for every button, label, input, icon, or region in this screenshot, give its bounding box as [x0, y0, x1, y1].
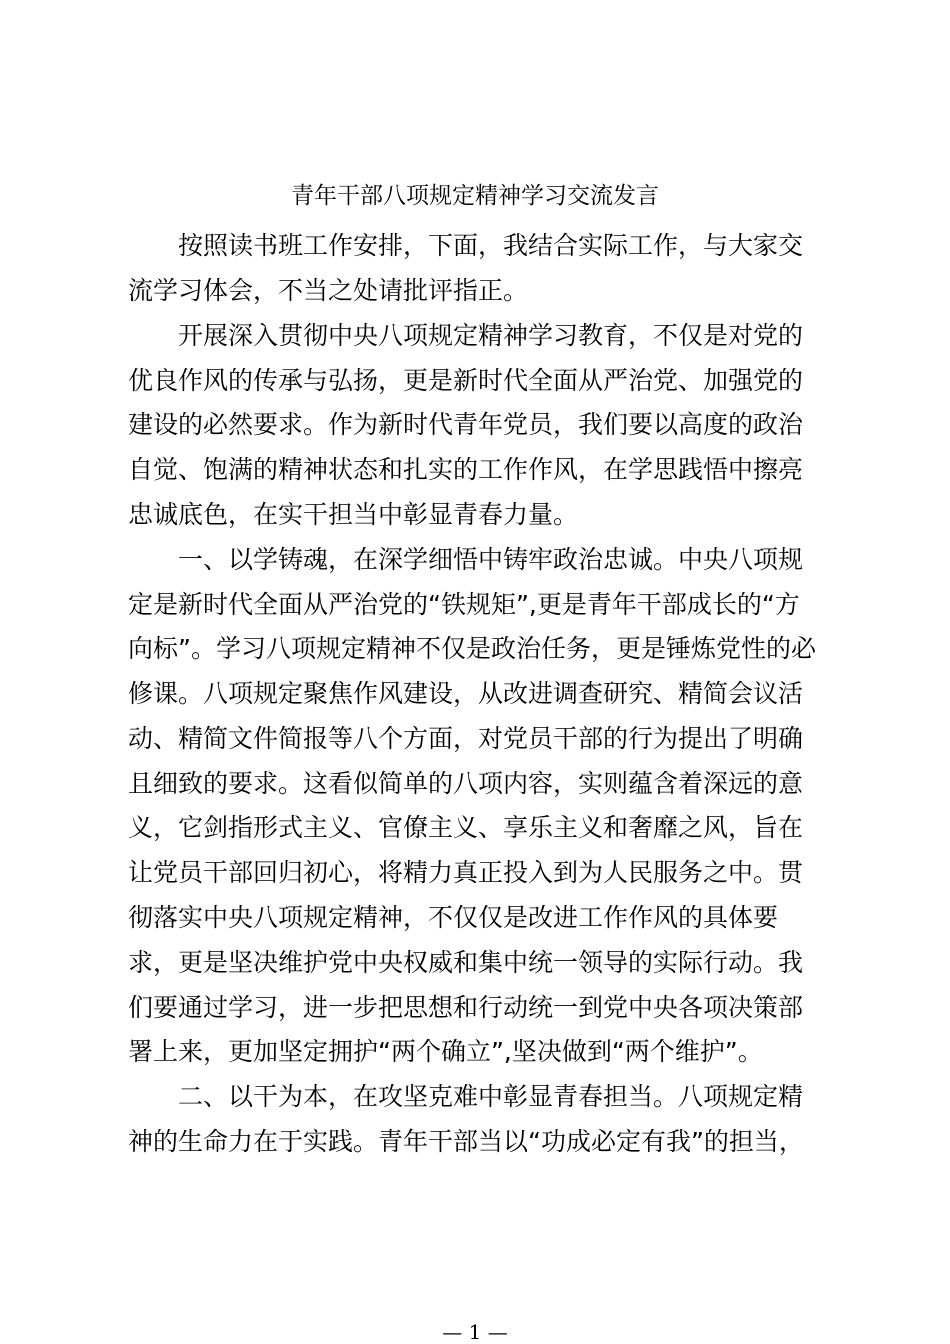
- text-line: 一、以学铸魂，在深学细悟中铸牢政治忠诚。中央八项规: [178, 545, 804, 574]
- text-line: 让党员干部回归初心，将精力真正投入到为人民服务之中。贯: [128, 858, 804, 887]
- text-line: 忠诚底色，在实干担当中彰显青春力量。: [128, 500, 579, 529]
- text-line: 向标”。学习八项规定精神不仅是政治任务，更是锤炼党性的必: [128, 634, 816, 663]
- text-line: 署上来，更加坚定拥护“两个确立”,坚决做到“两个维护”。: [128, 1037, 763, 1066]
- text-line: 们要通过学习，进一步把思想和行动统一到党中央各项决策部: [128, 993, 804, 1022]
- text-line: 自觉、饱满的精神状态和扎实的工作作风，在学思践悟中擦亮: [128, 455, 804, 484]
- text-line: 且细致的要求。这看似简单的八项内容，实则蕴含着深远的意: [128, 769, 804, 798]
- text-line: 开展深入贯彻中央八项规定精神学习教育，不仅是对党的: [178, 321, 804, 350]
- text-line: 流学习体会，不当之处请批评指正。: [128, 276, 529, 305]
- document-title: 青年干部八项规定精神学习交流发言: [291, 183, 659, 209]
- text-line: 建设的必然要求。作为新时代青年党员，我们要以高度的政治: [128, 410, 804, 439]
- text-line: 义，它剑指形式主义、官僚主义、享乐主义和奢靡之风，旨在: [128, 813, 804, 842]
- text-line: 按照读书班工作安排，下面，我结合实际工作，与大家交: [178, 231, 804, 260]
- text-line: 二、以干为本，在攻坚克难中彰显青春担当。八项规定精: [178, 1082, 804, 1111]
- text-line: 彻落实中央八项规定精神，不仅仅是改进工作作风的具体要: [128, 903, 779, 932]
- text-line: 神的生命力在于实践。青年干部当以“功成必定有我”的担当，: [128, 1127, 804, 1156]
- page-number: — 1 —: [442, 1320, 508, 1344]
- text-line: 优良作风的传承与弘扬，更是新时代全面从严治党、加强党的: [128, 366, 804, 395]
- text-line: 动、精简文件简报等八个方面，对党员干部的行为提出了明确: [128, 724, 804, 753]
- text-line: 求，更是坚决维护党中央权威和集中统一领导的实际行动。我: [128, 948, 804, 977]
- text-line: 定是新时代全面从严治党的“铁规矩”,更是青年干部成长的“方: [128, 590, 800, 619]
- text-line: 修课。八项规定聚焦作风建设，从改进调查研究、精简会议活: [128, 679, 804, 708]
